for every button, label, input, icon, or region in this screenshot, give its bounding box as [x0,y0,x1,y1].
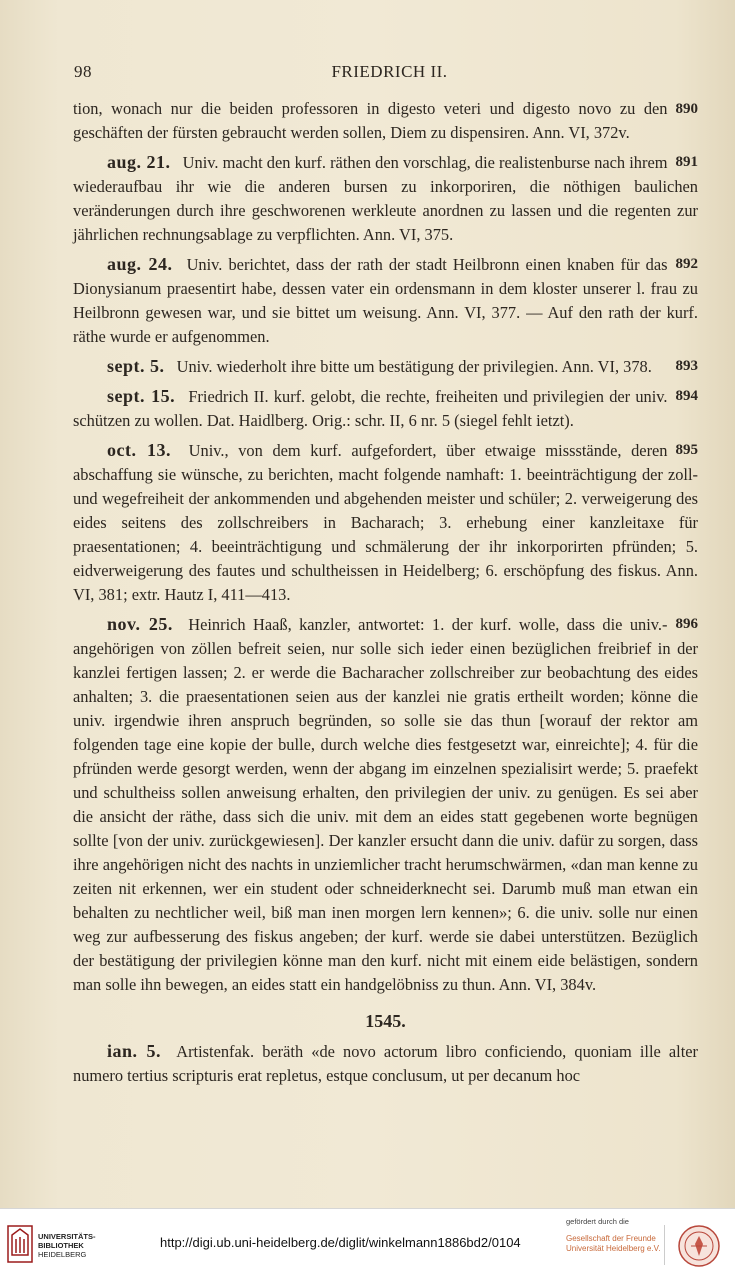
entry-number: 893 [675,358,698,374]
sponsor-name-line: Gesellschaft der Freunde [566,1234,656,1243]
page-number: 98 [74,62,92,81]
entry-894 [73,384,698,433]
entry-text: Friedrich II. kurf. gelobt, die rechte, freiheiten und privilegien der univ. schützen zu wollen. Dat. Haidlberg. Orig.: schr. II, 6 nr. 5 (siegel fehlt ietzt). [73,387,668,430]
university-seal-icon [677,1224,721,1268]
library-name-line: BIBLIOTHEK [38,1241,84,1250]
entry-text: Univ. berichtet, dass der rath der stadt Heilbronn einen knaben für das Dionysianum praesentirt habe, dessen vater ein ordensmann in dem kloster unserer l. frau zu Heilbronn gewesen war, und sie bittet um weisung. Ann. VI, 377. — Auf den rath der kurf. räthe wurde er aufgenommen. [73,255,698,346]
year-heading: 1545. [365,1011,406,1031]
entry-text: Univ., von dem kurf. aufgefordert, über etwaige missstände, deren abschaffung sie wünsche, zu berichten, macht folgende namhaft: 1. beeinträchtigung der zoll- und wegefreiheit der ankommenden und abgehenden meister und schüler; 2. verweigerung des eides seitens des zollschreibers in Bacharach; 3. erhebung einer kanzleitaxe für praesentationen; 4. beeinträchtigung und schmälerung der ihr inkorporirten pfründen; 5. eidverweigerung des fautes und schultheissen in Heidelberg; 6. erschöpfung des fiskus. Ann. VI, 381; extr. Hautz I, 411—413. [73,441,698,604]
entry-number: 891 [675,154,698,170]
entry-date: nov. 25. [107,614,173,634]
entry-892 [73,252,698,349]
page-title: FRIEDRICH II. [331,62,448,81]
library-name-line: HEIDELBERG [38,1250,87,1259]
entry-date: sept. 15. [107,386,176,406]
entry-895 [73,438,698,607]
entry-ian-5 [73,1039,698,1088]
footer-divider [664,1225,665,1265]
running-head [72,60,707,86]
page-body [73,97,698,1093]
entry-number: 894 [675,388,698,404]
sponsor-name [566,1234,660,1254]
entry-text: Heinrich Haaß, kanzler, antwortet: 1. der kurf. wolle, dass die univ.-angehörigen von zöllen befreit seien, nur solle sich ieder einen bezüglichen freibrief in der kanzlei fertigen lassen; 2. er werde die Bacharacher zollschreiber zur beobachtung des eides anhalten; 3. die praesentationen seien aus der kanzlei nie gratis ertheilt worden; könne die univ. irgendwie ihren anspruch begründen, so solle sie das thun [worauf der rektor am folgenden tage eine kopie der bulle, durch welche dies festgesetzt war, einreichte]; 4. für die pfründen werde gesorgt werden, wenn der abgang im einzelnen spezialisirt werde; 5. praefekt und schultheiss sollen anweisung erhalten, den privilegien der univ. zu genügen. Es sei aber die ansicht der räthe, dass sich die univ. mit dem an eides statt gegebenen worte begnügen sollte [von der univ. zurückgewiesen]. Der kanzler ersucht dann die univ. dafür zu sorgen, dass ihre angehörigen nicht des nachts in unziemlicher tracht herumschwärmen, «dan man kenne zu zeiten nit erkennen, wer ein student oder schneiderknecht sei. Darumb muß man etwan ein behalten zu nechtlicher weil, biß man inen morgen lern kennen»; 6. die univ. solle nur einen weg zur aufbesserung des fiskus angeben; der kurf. werde sie dabei unterstützen. Bezüglich der bestätigung der privilegien könne man den kurf. nicht mit einem eide belästigen, sondern man solle ihn bewegen, an eides statt ein handgelöbniss zu thun. Ann. VI, 384v. [73,615,698,994]
library-name-line: UNIVERSITÄTS- [38,1232,96,1241]
digitization-url-link[interactable]: http://digi.ub.uni-heidelberg.de/diglit/winkelmann1886bd2/0104 [160,1235,521,1250]
entry-text: Univ. macht den kurf. räthen den vorschlag, die realistenburse nach ihrem wiederaufbau ihr wie die anderen bursen zu inkorporiren, die nöthigen baulichen veränderungen durch ihre geschworenen werkleute anordnen zu lassen und die regenten zur jährlichen rechnungsablage zu verpflichten. Ann. VI, 375. [73,153,698,244]
library-seal-icon [7,1225,33,1263]
entry-date: ian. 5. [107,1041,162,1061]
entry-date: aug. 24. [107,254,173,274]
entry-text: Univ. wiederholt ihre bitte um bestätigung der privilegien. Ann. VI, 378. [176,357,652,376]
sponsor-label: gefördert durch die [566,1217,629,1226]
entry-896 [73,612,698,997]
entry-number: 896 [675,616,698,632]
sponsor-name-line: Universität Heidelberg e.V. [566,1244,661,1253]
entry-891 [73,150,698,247]
entry-number: 895 [675,442,698,458]
entry-text: tion, wonach nur die beiden professoren in digesto veteri und digesto novo zu den geschäften der fürsten gebraucht werden sollen, Diem zu dispensiren. Ann. VI, 372v. [73,99,668,142]
entry-number: 890 [675,101,698,117]
entry-date: oct. 13. [107,440,172,460]
entry-number: 892 [675,256,698,272]
entry-text: Artistenfak. beräth «de novo actorum libro conficiendo, quoniam ille alter numero tertius scripturis erat repletus, estque conclusum, ut per decanum hoc [73,1042,698,1085]
digitization-footer [0,1208,735,1272]
library-name [38,1232,96,1259]
entry-date: sept. 5. [107,356,165,376]
entry-890 [73,97,698,145]
entry-date: aug. 21. [107,152,171,172]
entry-893 [73,354,698,379]
